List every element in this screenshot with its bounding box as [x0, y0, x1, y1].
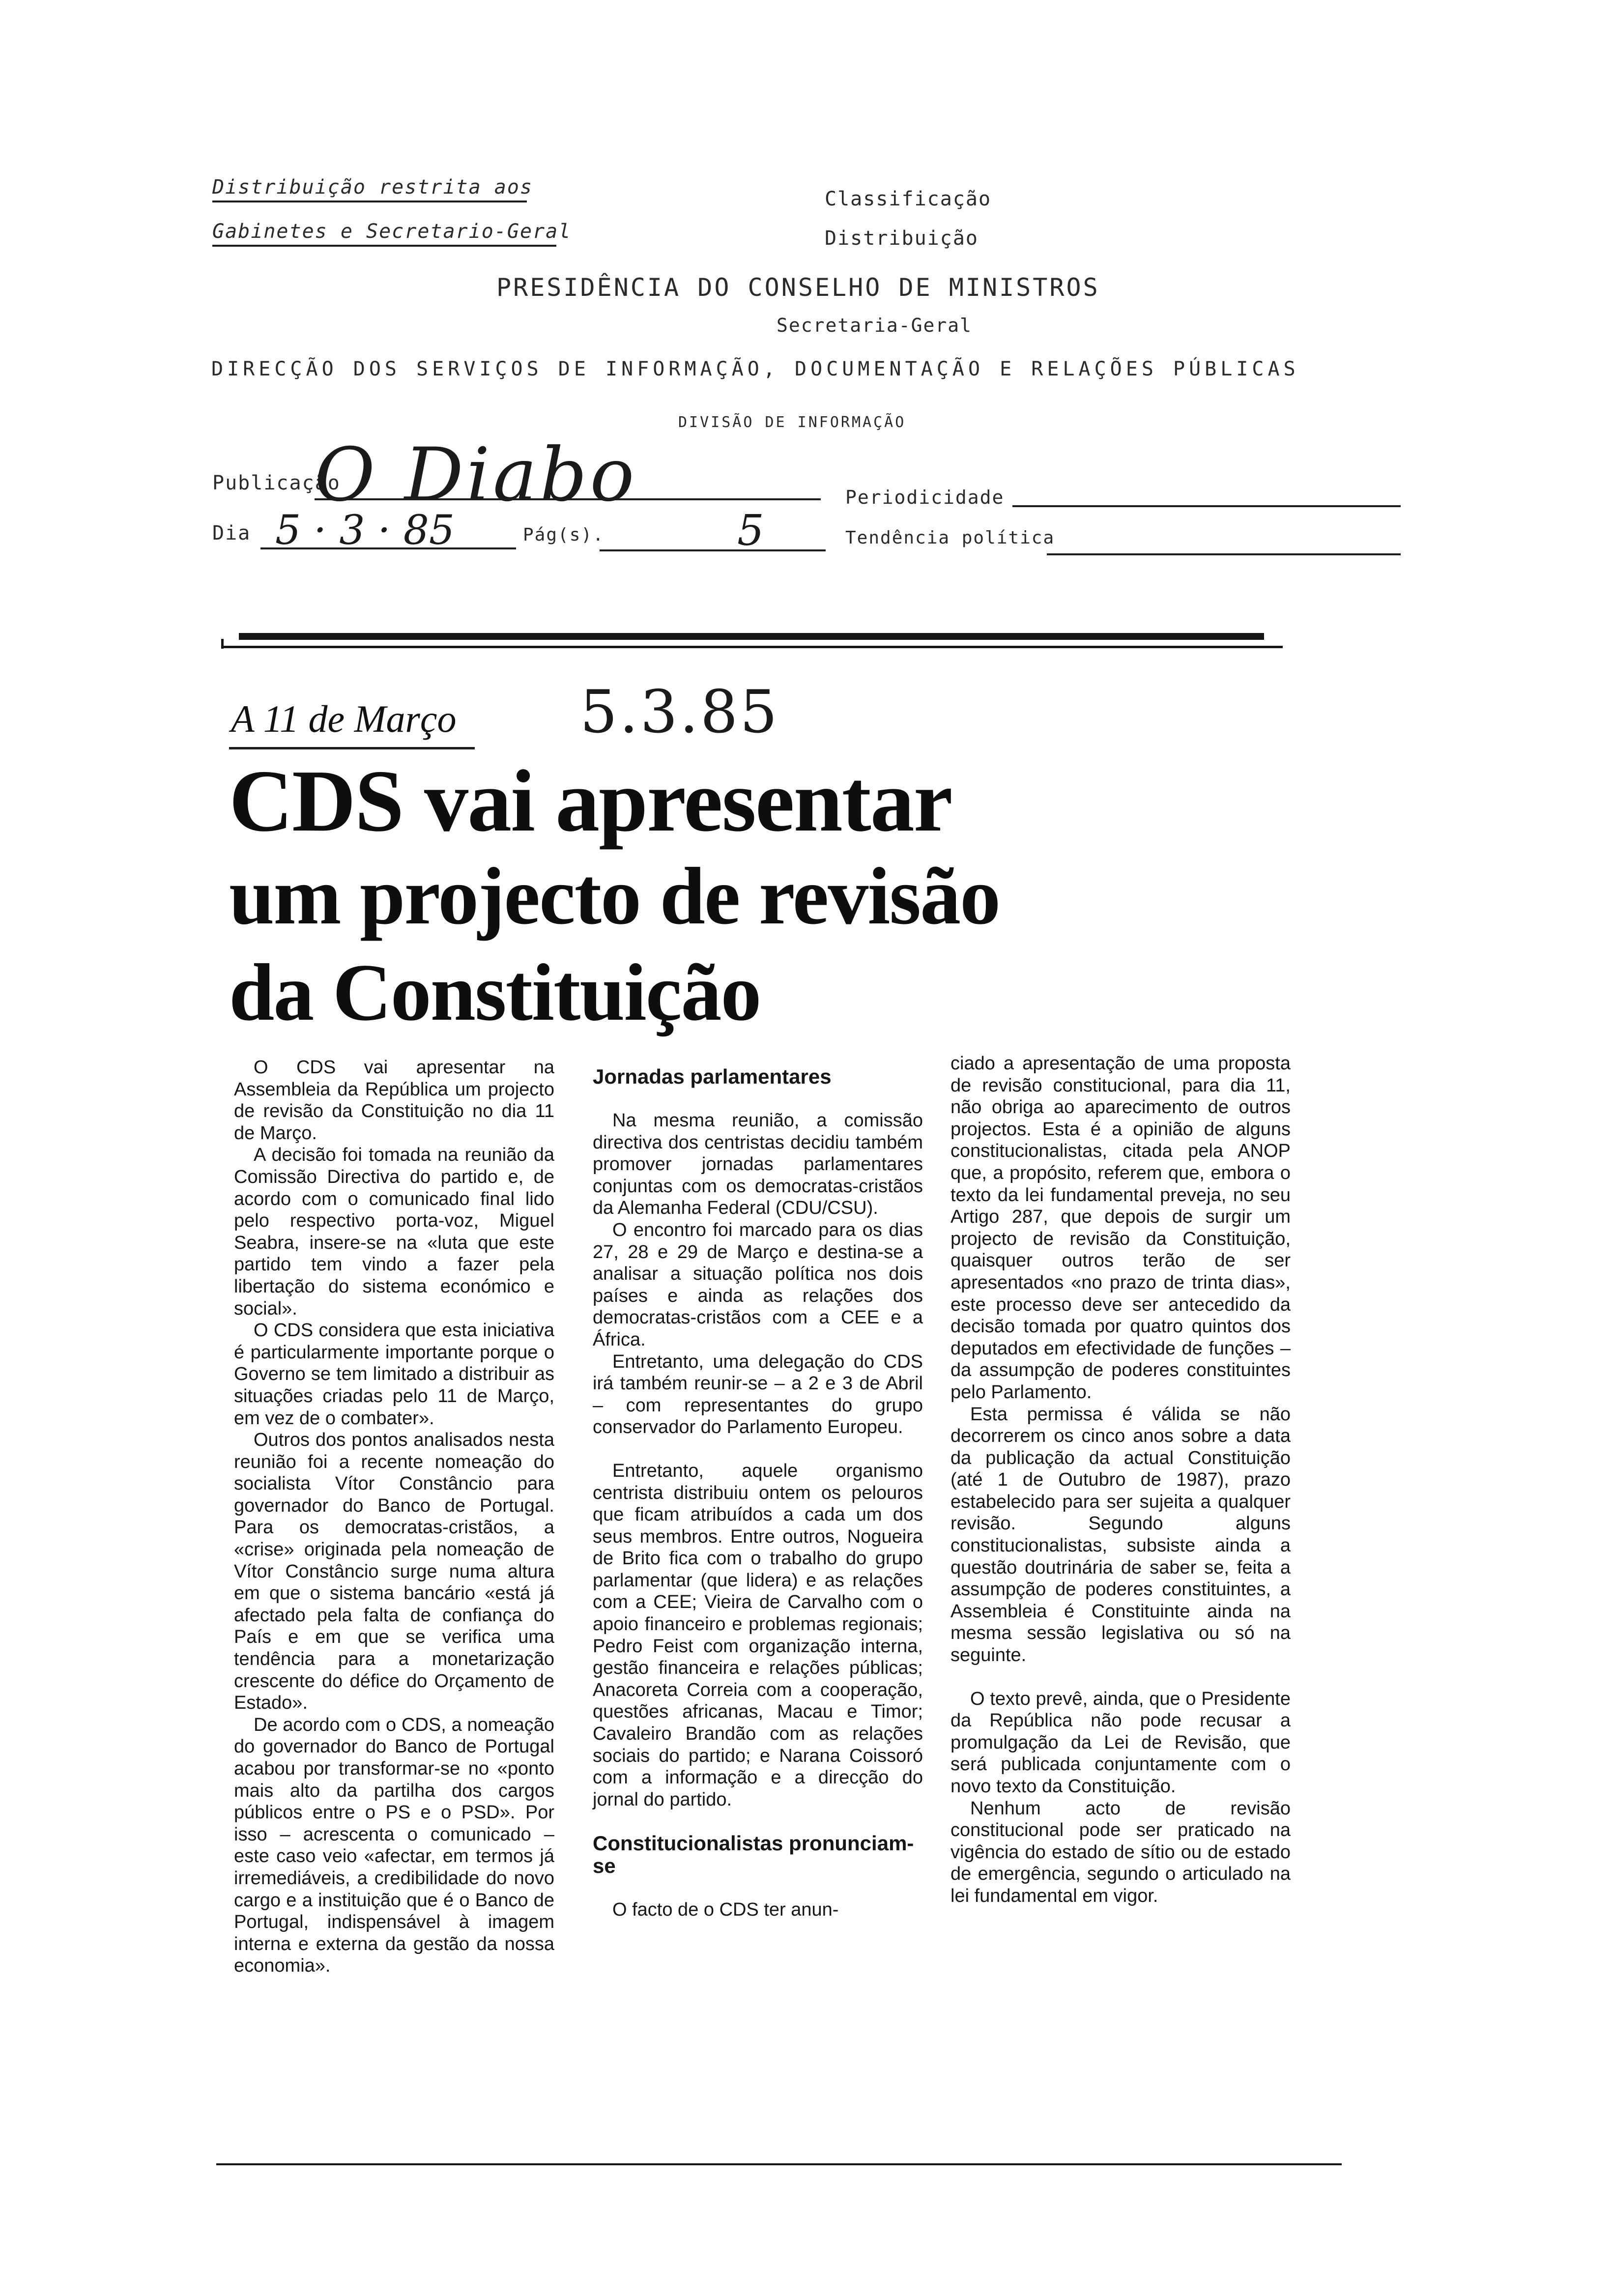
col1-paragraph: De acordo com o CDS, a nomeação do governador do Banco de Portugal acabou por transformar-se no «ponto mais alto da partilha dos cargos públicos entre o PS e o PSD». Por isso – acrescenta o comunicado – este caso veio «afectar, em termos já irremediáveis, a credibilidade do novo cargo e a instituição que é o Banco de Portugal, indispensável à imagem interna e externa da gestão da nossa economia». [234, 1714, 554, 1977]
spacer [950, 1666, 1291, 1688]
distribution-line-1: Distribuição restrita aos [212, 176, 533, 199]
col3-paragraph: Esta permissa é válida se não decorrerem os cinco anos sobre a data da publicação da actual Constituição (até 1 de Outubro de 1987), prazo estabelecido para ser sujeita a qualquer revisão. Segundo alguns constitucionalistas, subsiste ainda a questão doutrinária de saber se, feita a assumpção de poderes constituintes, a Assembleia é Constituinte ainda na mesma sessão legislativa ou só na seguinte. [950, 1404, 1291, 1666]
article-kicker: A 11 de Março [231, 697, 457, 740]
article-column-3 [950, 1053, 1291, 1907]
pages-label: Pág(s). [523, 525, 604, 545]
col1-paragraph: O CDS considera que esta iniciativa é particularmente importante porque o Governo se tem limitado a distribuir as situações criadas pelo 11 de Março, em vez de o combater». [234, 1320, 554, 1429]
col3-paragraph: ciado a apresentação de uma proposta de revisão constitucional, para dia 11, não obriga ao aparecimento de outros projectos. Esta é a opinião de alguns constitucionalistas, citada pela ANOP que, a propósito, referem que, embora o texto da lei fundamental preveja, no seu Artigo 287, que depois de surgir um projecto de revisão da Constituição, quaisquer outros terão de ser apresentados «no prazo de trinta dias», este processo deve ser antecedido da decisão tomada por quatro quintos dos deputados em efectividade de funções – da assumpção de poderes constituintes pelo Parlamento. [950, 1053, 1291, 1403]
col1-paragraph: Outros dos pontos analisados nesta reunião foi a recente nomeação do socialista Vítor Constâncio para governador do Banco de Portugal. Para os democratas-cristãos, a «crise» originada pela nomeação de Vítor Constâncio surge numa altura em que o sistema bancário «está já afectado pela falta de confiança do País e em que se verifica uma tendência para a monetarização crescente do défice do Orçamento de Estado». [234, 1430, 554, 1714]
tendency-label: Tendência política [845, 528, 1055, 548]
pages-handwritten-value: 5 [737, 506, 764, 555]
subheading-constitucionalistas: Constitucionalistas pronunciam-se [593, 1832, 914, 1878]
presidency-title: PRESIDÊNCIA DO CONSELHO DE MINISTROS [496, 273, 1100, 302]
secretariat-title: Secretaria-Geral [777, 315, 973, 336]
spacer [593, 1438, 923, 1460]
bottom-rule [216, 2163, 1342, 2165]
directorate-title: DIRECÇÃO DOS SERVIÇOS DE INFORMAÇÃO, DOCUMENTAÇÃO E RELAÇÕES PÚBLICAS [211, 358, 1299, 380]
col2-paragraph: Na mesma reunião, a comissão directiva dos centristas decidiu também promover jornadas parlamentares conjuntas com os democratas-cristãos da Alemanha Federal (CDU/CSU). [593, 1110, 923, 1219]
separator-left-tick [221, 639, 224, 649]
day-handwritten-value: 5 · 3 · 85 [275, 507, 455, 554]
article-column-2 [593, 1065, 923, 1921]
kicker-underline [229, 747, 475, 749]
day-underline [260, 547, 516, 549]
spacer [593, 1088, 923, 1110]
separator-thick-rule [239, 633, 1264, 640]
handwritten-date-stamp: 5.3.85 [580, 678, 779, 746]
col2-paragraph: O encontro foi marcado para os dias 27, 28 e 29 de Março e destina-se a analisar a situação política nos dois países e ainda as relações dos democratas-cristãos com a CEE e a África. [593, 1219, 923, 1350]
col3-paragraph: Nenhum acto de revisão constitucional pode ser praticado na vigência do estado de sítio ou de estado de emergência, segundo o articulado na lei fundamental em vigor. [950, 1798, 1291, 1906]
publication-label: Publicação [212, 472, 341, 494]
article-column-1 [234, 1057, 554, 1977]
distribution-line-2: Gabinetes e Secretario-Geral [212, 220, 572, 243]
col1-paragraph: O CDS vai apresentar na Assembleia da República um projecto de revisão da Constituição no dia 11 de Março. [234, 1057, 554, 1144]
distribution-label: Distribuição [825, 227, 979, 250]
periodicity-underline [1012, 505, 1401, 507]
headline-line-3: da Constituição [229, 947, 761, 1037]
spacer [593, 1810, 923, 1832]
headline-line-2: um projecto de revisão [229, 851, 1000, 941]
col2-paragraph: Entretanto, uma delegação do CDS irá também reunir-se – a 2 e 3 de Abril – com representantes do grupo conservador do Parlamento Europeu. [593, 1351, 923, 1438]
division-title: DIVISÃO DE INFORMAÇÃO [678, 414, 906, 431]
col3-paragraph: O texto prevê, ainda, que o Presidente da República não pode recusar a promulgação da Lei de Revisão, que será publicada conjuntamente com o novo texto da Constituição. [950, 1688, 1291, 1797]
publication-underline [315, 498, 821, 500]
spacer [593, 1877, 923, 1899]
day-label: Dia [212, 522, 251, 545]
classification-label: Classificação [825, 188, 992, 210]
col2-paragraph: Entretanto, aquele organismo centrista distribuiu ontem os pelouros que ficam atribuídos a cada um dos seus membros. Entre outros, Nogueira de Brito fica com o trabalho do grupo parlamentar (que lidera) e as relações com a CEE; Vieira de Carvalho com o apoio financeiro e problemas regionais; Pedro Feist com organização interna, gestão financeira e relações públicas; Anacoreta Correia com a cooperação, questões africanas, Macau e Timor; Cavaleiro Brandão com as relações sociais do partido; e Narana Coissoró com a informação e a direcção do jornal do partido. [593, 1460, 923, 1810]
col1-paragraph: A decisão foi tomada na reunião da Comissão Directiva do partido e, de acordo com o comunicado final lido pelo respectivo porta-voz, Miguel Seabra, insere-se na «luta que este partido tem vindo a fazer pela libertação do sistema económico e social». [234, 1145, 554, 1319]
pages-underline [600, 549, 826, 551]
periodicity-label: Periodicidade [845, 487, 1005, 508]
col2-paragraph: O facto de o CDS ter anun- [612, 1899, 839, 1921]
subheading-jornadas: Jornadas parlamentares [593, 1065, 832, 1088]
headline-line-1: CDS vai apresentar [229, 752, 952, 850]
separator-thin-rule [221, 646, 1283, 648]
publication-handwritten-value: O Diabo [315, 432, 637, 518]
distribution-underline-1 [212, 201, 527, 202]
distribution-underline-2 [212, 245, 556, 247]
tendency-underline [1047, 553, 1401, 555]
